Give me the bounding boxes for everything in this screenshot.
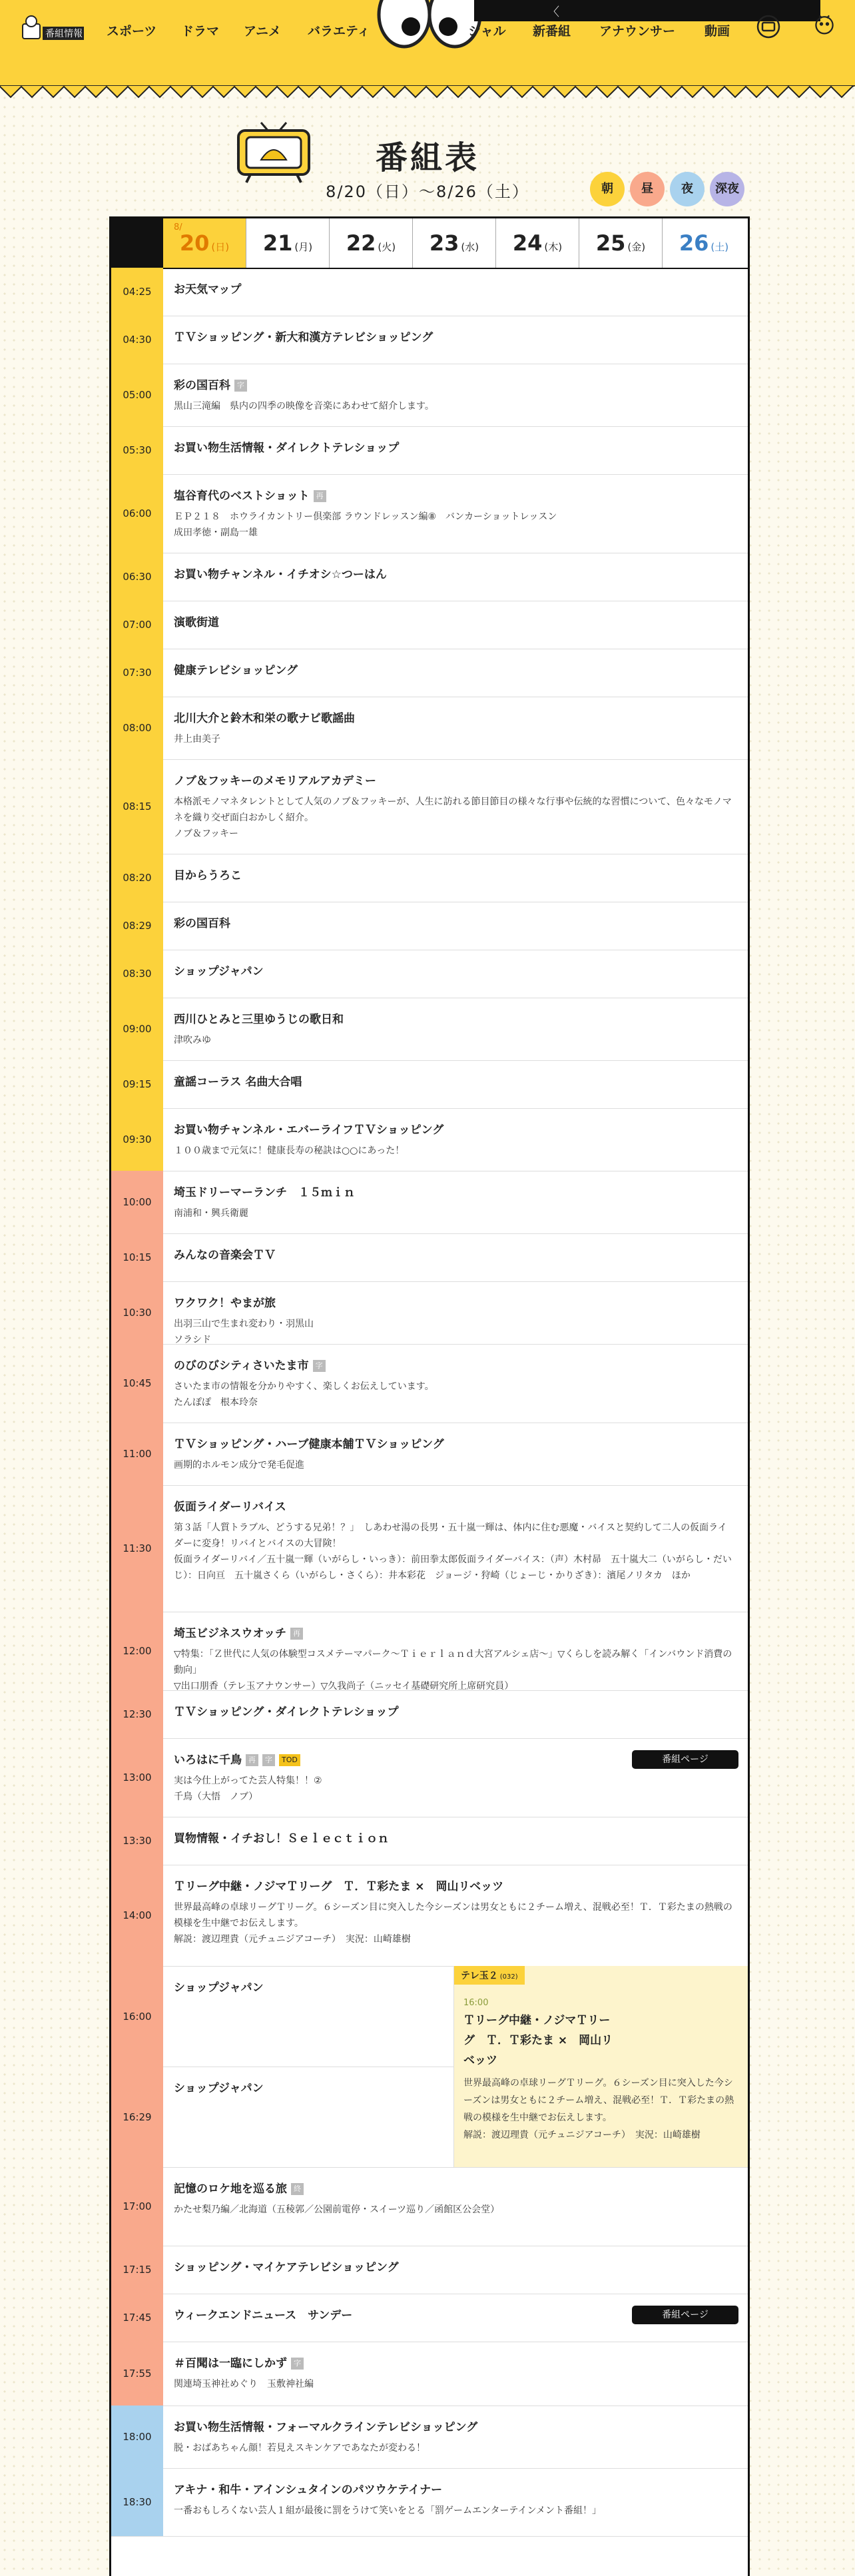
page-title: 番組表 <box>375 139 479 176</box>
program-title[interactable] <box>174 1981 453 1995</box>
program-title[interactable] <box>174 1831 748 1846</box>
program-time: 09:15 <box>111 1060 163 1108</box>
program-time: 10:30 <box>111 1281 163 1344</box>
nav-anime[interactable]: アニメ <box>244 24 282 39</box>
program-description: 黒山三滝編 県内の四季の映像を音楽にあわせて紹介します。 <box>174 401 434 412</box>
program-time: 04:25 <box>111 268 163 316</box>
program-title-text: ＴＶショッピング・新大和漢方テレビショッピング <box>174 331 433 344</box>
program-title[interactable] <box>174 1123 748 1137</box>
nav-drama[interactable]: ドラマ <box>181 24 220 39</box>
program-title[interactable] <box>174 1075 748 1090</box>
day-tab-num: 23 <box>429 230 459 256</box>
program-info <box>163 1233 748 1281</box>
program-time: 17:45 <box>111 2294 163 2342</box>
program-title-text: 童謡コーラス 名曲大合唱 <box>174 1076 302 1089</box>
tod-evening-button[interactable]: 夜 <box>670 172 705 206</box>
program-description: 脱・おばあちゃん顔！若見えスキンケアであなたが変わる！ <box>174 2443 426 2453</box>
program-row[interactable] <box>111 1344 748 1423</box>
program-title-text: 埼玉ドリーマーランチ １５ｍｉｎ <box>174 1186 355 1199</box>
program-info <box>163 902 748 950</box>
program-description: 南浦和・興兵衛麗 <box>174 1208 248 1219</box>
program-row[interactable] <box>111 1233 748 1282</box>
program-title-text: ＴＶショッピング・ハーブ健康本舗ＴＶショッピング <box>174 1438 444 1451</box>
program-row[interactable] <box>111 2342 748 2406</box>
program-badge: 再 <box>246 1754 258 1766</box>
program-title[interactable] <box>174 964 748 979</box>
program-time: 14:00 <box>111 1865 163 1966</box>
program-time: 11:30 <box>111 1485 163 1612</box>
program-info <box>163 268 748 316</box>
program-row[interactable] <box>111 1738 748 1817</box>
program-description: ＥＰ２１８ ホウライカントリー倶楽部 ラウンドレッスン編⑧ バンカーショットレッスン 成田孝徳・副島一雄 <box>174 511 557 538</box>
program-info <box>163 1423 748 1485</box>
program-title-text: ワクワク！やまが旅 <box>174 1297 276 1310</box>
program-badge: 字 <box>234 380 247 392</box>
program-title[interactable] <box>174 615 748 630</box>
program-time: 06:00 <box>111 474 163 553</box>
program-page-button[interactable]: 番組ページ <box>632 2306 738 2324</box>
program-info <box>163 1171 748 1233</box>
program-title[interactable] <box>174 1879 748 1894</box>
program-title-text: 彩の国百科 <box>174 379 230 392</box>
program-row[interactable] <box>111 1423 748 1486</box>
program-time: 10:15 <box>111 1233 163 1281</box>
nav-announcer[interactable]: アナウンサー <box>599 24 676 39</box>
program-info <box>163 426 748 474</box>
program-title-text: のびのびシティさいたま市 <box>174 1359 309 1373</box>
day-tab-26[interactable] <box>663 218 745 268</box>
day-tab-num: 22 <box>346 230 376 256</box>
program-title[interactable] <box>174 1012 748 1027</box>
program-time: 07:30 <box>111 649 163 697</box>
tod-late-night-button[interactable]: 深夜 <box>710 172 744 206</box>
day-tabs <box>111 218 748 269</box>
program-time: 07:00 <box>111 601 163 649</box>
program-title[interactable] <box>174 1248 748 1263</box>
program-info <box>163 601 748 649</box>
program-row[interactable] <box>111 426 748 475</box>
program-title[interactable] <box>174 1500 748 1514</box>
program-time: 08:15 <box>111 759 163 854</box>
program-title[interactable] <box>174 868 748 883</box>
date-range: 8/20（日）～8/26（土） <box>326 182 529 201</box>
program-info <box>163 2406 748 2468</box>
program-title-text: お天気マップ <box>174 283 242 296</box>
tv-icon[interactable] <box>756 15 780 39</box>
program-title[interactable] <box>174 1705 748 1720</box>
day-tab-wd: (日) <box>211 241 230 253</box>
program-description: 関連埼玉神社めぐり 玉敷神社編 <box>174 2379 314 2390</box>
program-title-text: 記憶のロケ地を巡る旅 <box>174 2182 287 2196</box>
program-title[interactable] <box>174 916 748 931</box>
program-title[interactable] <box>174 441 748 456</box>
nav-variety[interactable]: バラエティ <box>308 24 370 39</box>
subchannel-name: テレ玉２ <box>461 1971 498 1981</box>
program-description: 第３話「人質トラブル、どうする兄弟！？」 しあわせ湯の長男・五十嵐一輝は、体内に住む悪魔・バイスと契約して二人の仮面ライダーに変身！リバイとバイスの大冒険！ 仮面ライダーリバイ／五十嵐一輝（いがらし・いっき）：前田拳太郎仮面ライダーバイス：（声）木村昴 五十嵐大二（いがらし・だいじ）：日向亘 五十嵐さくら（いがらし・さくら）：井本彩花 ジョージ・狩崎（じょーじ・かりざき）：濱尾ノリタカ ほか <box>174 1522 732 1581</box>
program-info <box>163 2167 748 2246</box>
program-time: 08:20 <box>111 854 163 902</box>
program-title-text: 演歌街道 <box>174 616 219 629</box>
day-tab-num: 20 <box>179 230 210 256</box>
program-row[interactable] <box>111 1485 748 1612</box>
program-time: 17:15 <box>111 2246 163 2294</box>
program-time: 13:30 <box>111 1817 163 1865</box>
program-title[interactable] <box>174 2356 748 2371</box>
program-info <box>163 1612 748 1690</box>
day-tab-25[interactable] <box>579 218 663 268</box>
day-tab-20[interactable] <box>163 218 246 268</box>
mascot-eyes <box>376 0 483 50</box>
program-description: 井上由美子 <box>174 734 220 745</box>
program-row[interactable] <box>111 649 748 697</box>
program-info <box>163 1966 453 2067</box>
program-badge: 字 <box>262 1754 275 1766</box>
program-info <box>163 759 748 854</box>
program-badge: 字 <box>313 1360 326 1372</box>
program-title-text: お買い物チャンネル・エバーライフＴＶショッピング <box>174 1124 444 1137</box>
program-title[interactable] <box>174 2260 748 2275</box>
program-title-text: ウィークエンドニュース サンデー <box>174 2309 353 2322</box>
nav-special[interactable]: シャル <box>468 24 506 39</box>
program-row[interactable] <box>111 316 748 364</box>
program-row[interactable] <box>111 474 748 553</box>
subchannel-label <box>454 1966 525 1985</box>
program-title[interactable] <box>174 1359 748 1373</box>
program-description: １００歳まで元気に！健康長寿の秘訣は○○にあった！ <box>174 1145 405 1156</box>
program-info <box>163 2468 748 2536</box>
program-row[interactable] <box>111 2067 748 2168</box>
day-tab-num: 26 <box>679 230 709 256</box>
program-row[interactable] <box>111 1865 748 1967</box>
program-title[interactable] <box>174 2182 748 2196</box>
program-title-text: 北川大介と鈴木和栄の歌ナビ歌謡曲 <box>174 712 355 725</box>
program-title-text: ショップジャパン <box>174 1981 264 1995</box>
program-title[interactable] <box>174 1185 748 1200</box>
program-title-text: お買い物生活情報・フォーマルクラインテレビショッピング <box>174 2421 478 2434</box>
program-info <box>163 1690 748 1738</box>
program-title[interactable] <box>174 2081 453 2096</box>
program-row[interactable] <box>111 1171 748 1234</box>
program-info <box>163 1865 748 1966</box>
program-time: 08:30 <box>111 950 163 998</box>
program-time: 08:29 <box>111 902 163 950</box>
day-tab-22[interactable] <box>330 218 413 268</box>
program-title-text: 健康テレビショッピング <box>174 664 298 677</box>
program-info <box>163 474 748 553</box>
program-time: 05:00 <box>111 364 163 426</box>
day-tab-wd: (金) <box>627 241 646 253</box>
program-row[interactable] <box>111 2468 748 2537</box>
program-info <box>163 1817 748 1865</box>
program-row[interactable] <box>111 950 748 998</box>
program-row[interactable] <box>111 902 748 950</box>
program-title-text: ＴＶショッピング・ダイレクトテレショップ <box>174 1706 399 1719</box>
program-time: 17:55 <box>111 2342 163 2406</box>
program-title-text: ショップジャパン <box>174 2082 264 2095</box>
program-info <box>163 2067 453 2167</box>
program-title[interactable] <box>174 282 748 297</box>
program-description: 出羽三山で生まれ変わり・羽黒山 ソラシド <box>174 1319 314 1345</box>
program-title-text: お買い物生活情報・ダイレクトテレショップ <box>174 442 400 455</box>
day-tab-21[interactable] <box>246 218 330 268</box>
program-time: 09:30 <box>111 1108 163 1171</box>
program-time: 04:30 <box>111 316 163 364</box>
program-description: 本格派モノマネタレントとして人気のノブ＆フッキーが、人生に訪れる節目節目の様々な行事や伝統的な習慣について、色々なモノマネを織り交ぜ面白おかしく紹介。 ノブ＆フッキー <box>174 797 732 839</box>
program-title[interactable] <box>174 1626 748 1641</box>
program-description: 画期的ホルモン成分で発毛促進 <box>174 1460 304 1470</box>
program-description: 一番おもしろくない芸人１組が最後に罰をうけて笑いをとる「罰ゲームエンターテインメント番組！」 <box>174 2505 602 2516</box>
mascot-menu-icon[interactable] <box>812 12 836 36</box>
program-title-text: ショッピング・マイケアテレビショッピング <box>174 2261 399 2274</box>
program-title-text: みんなの音楽会ＴＶ <box>174 1249 276 1262</box>
program-info <box>163 316 748 364</box>
program-title-text: 埼玉ビジネスウオッチ <box>174 1627 286 1640</box>
program-info <box>163 950 748 998</box>
program-time: 18:00 <box>111 2406 163 2468</box>
header-zigzag-border <box>0 85 855 100</box>
program-time: 10:45 <box>111 1344 163 1423</box>
program-info <box>163 1108 748 1171</box>
day-tab-num: 25 <box>595 230 626 256</box>
program-title-text: お買い物チャンネル・イチオシ☆つーはん <box>174 568 387 581</box>
program-time: 10:00 <box>111 1171 163 1233</box>
program-row[interactable] <box>111 553 748 601</box>
subchannel-description: 世界最高峰の卓球リーグＴリーグ。６シーズン目に突入した今シーズンは男女ともに２チーム増え、混戦必至！Ｔ．Ｔ彩たまの熱戦の模様を生中継でお伝えします。 解説：渡辺理貴（元チュニジアコーチ） 実況：山崎雄樹 <box>463 2078 734 2140</box>
subchannel-code: (032) <box>499 1973 518 1981</box>
tod-daytime-button[interactable]: 昼 <box>630 172 665 206</box>
program-badge: 字 <box>291 2358 304 2370</box>
day-tabs-corner <box>111 218 163 268</box>
program-info <box>163 697 748 759</box>
program-row[interactable] <box>111 268 748 316</box>
program-row[interactable] <box>111 998 748 1061</box>
program-time: 12:00 <box>111 1612 163 1690</box>
program-row[interactable] <box>111 2294 748 2342</box>
program-badge: 再 <box>314 490 326 502</box>
program-description: ▽特集：「Ｚ世代に人気の体験型コスメテーマパーク～Ｔｉｅｒｌａｎｄ大宮アルシェ店～」▽くらしを読み解く「インバウンド消費の動向」 ▽出口朋香（テレ玉アナウンサー）▽久我尚子（ニッセイ基礎研究所上席研究員） <box>174 1649 732 1692</box>
program-row[interactable] <box>111 2406 748 2469</box>
program-title[interactable] <box>174 2420 748 2435</box>
program-row[interactable] <box>111 1108 748 1171</box>
program-title[interactable] <box>174 1296 748 1311</box>
program-time: 16:00 <box>111 1966 163 2067</box>
program-title[interactable] <box>174 774 748 789</box>
program-info <box>163 1281 748 1344</box>
program-info <box>163 2246 748 2294</box>
program-title[interactable] <box>174 378 748 393</box>
program-badge: 終 <box>291 2183 304 2195</box>
program-badge: TOD <box>279 1754 300 1766</box>
program-title-text: 買物情報・イチおし！Ｓｅｌｅｃｔｉｏｎ <box>174 1832 389 1845</box>
program-title-text: 目からうろこ <box>174 869 242 882</box>
tod-morning-button[interactable]: 朝 <box>590 172 625 206</box>
program-row[interactable] <box>111 1060 748 1109</box>
program-description: 津吹みゆ <box>174 1035 211 1046</box>
banner-arrow-icon[interactable]: 〈 <box>547 5 559 19</box>
program-title-text: ノブ＆フッキーのメモリアルアカデミー <box>174 775 376 788</box>
day-tab-num: 24 <box>512 230 543 256</box>
schedule-grid <box>109 216 750 2576</box>
program-description: 実は今仕上がってた芸人特集！！② 千鳥（大悟 ノブ） <box>174 1775 322 1802</box>
day-tab-month: 8/ <box>174 222 182 232</box>
program-time: 08:00 <box>111 697 163 759</box>
program-row[interactable] <box>111 1281 748 1345</box>
program-title[interactable] <box>174 330 748 345</box>
program-title[interactable] <box>174 489 748 503</box>
day-tab-24[interactable] <box>496 218 579 268</box>
program-row[interactable] <box>111 759 748 854</box>
program-title[interactable] <box>174 567 748 582</box>
program-title-text: いろはに千鳥 <box>174 1754 242 1767</box>
day-tab-wd: (水) <box>461 241 479 253</box>
program-info <box>163 649 748 697</box>
program-description: 世界最高峰の卓球リーグＴリーグ。６シーズン目に突入した今シーズンは男女ともに２チーム増え、混戦必至！Ｔ．Ｔ彩たまの熱戦の模様を生中継でお伝えします。 解説：渡辺理貴（元チュニジアコーチ） 実況：山崎雄樹 <box>174 1902 732 1945</box>
day-tab-wd: (火) <box>378 241 396 253</box>
program-row[interactable] <box>111 364 748 427</box>
program-time: 05:30 <box>111 426 163 474</box>
program-time: 16:29 <box>111 2067 163 2167</box>
program-time: 13:00 <box>111 1738 163 1817</box>
program-title[interactable] <box>174 711 748 726</box>
program-row[interactable] <box>111 1817 748 1865</box>
program-info <box>163 998 748 1060</box>
program-info <box>163 1485 748 1612</box>
program-row[interactable] <box>111 2246 748 2294</box>
program-title-text: 塩谷育代のベストショット <box>174 489 310 503</box>
program-title-text: ショップジャパン <box>174 965 264 978</box>
day-tab-23[interactable] <box>413 218 496 268</box>
program-row[interactable] <box>111 1612 748 1691</box>
program-badge: 再 <box>290 1628 303 1640</box>
program-title[interactable] <box>174 663 748 678</box>
program-page-button[interactable]: 番組ページ <box>632 1750 738 1769</box>
subchannel-title[interactable]: Ｔリーグ中継・ノジマＴリーグ Ｔ．Ｔ彩たま × 岡山リベッツ <box>463 2014 613 2067</box>
program-title-text: ＃百聞は一臨にしかず <box>174 2357 287 2370</box>
nav-new-programs[interactable]: 新番組 <box>533 24 571 39</box>
day-tab-num: 21 <box>262 230 293 256</box>
program-row[interactable] <box>111 697 748 760</box>
program-title-text: Ｔリーグ中継・ノジマＴリーグ Ｔ．Ｔ彩たま × 岡山リベッツ <box>174 1880 504 1893</box>
program-title-text: 西川ひとみと三里ゆうじの歌日和 <box>174 1013 344 1026</box>
program-info <box>163 1060 748 1108</box>
program-row[interactable] <box>111 601 748 649</box>
program-time: 11:00 <box>111 1423 163 1485</box>
program-info <box>163 854 748 902</box>
program-time: 09:00 <box>111 998 163 1060</box>
program-row[interactable] <box>111 1690 748 1739</box>
logo[interactable] <box>20 12 87 47</box>
program-title-text: 仮面ライダーリバイス <box>174 1500 286 1514</box>
nav-sports[interactable]: スポーツ <box>107 24 157 39</box>
program-title[interactable] <box>174 2483 748 2497</box>
program-time: 12:30 <box>111 1690 163 1738</box>
program-time: 18:30 <box>111 2468 163 2536</box>
program-info <box>163 553 748 601</box>
program-row[interactable] <box>111 854 748 902</box>
program-title[interactable] <box>174 1437 748 1452</box>
program-description: さいたま市の情報を分かりやすく、楽しくお伝えしています。 たんぽぽ 根本玲奈 <box>174 1381 434 1408</box>
subchannel-time: 16:00 <box>463 1998 489 2008</box>
program-title-text: 彩の国百科 <box>174 917 230 930</box>
program-info <box>163 1344 748 1423</box>
svg-text:番組情報: 番組情報 <box>45 29 83 39</box>
program-description: かたせ梨乃編／北海道（五稜郭／公園前電停・スイーツ巡り／函館区公会堂） <box>174 2204 500 2215</box>
nav-video[interactable]: 動画 <box>705 24 730 39</box>
program-time: 17:00 <box>111 2167 163 2246</box>
program-title-text: アキナ・和牛・アインシュタインのパツウケテイナー <box>174 2483 443 2497</box>
program-row[interactable] <box>111 2167 748 2246</box>
program-info <box>163 2342 748 2406</box>
program-info <box>163 364 748 426</box>
program-time: 06:30 <box>111 553 163 601</box>
day-tab-wd: (木) <box>544 241 563 253</box>
day-tab-wd: (月) <box>294 241 313 253</box>
day-tab-wd: (土) <box>711 241 729 253</box>
